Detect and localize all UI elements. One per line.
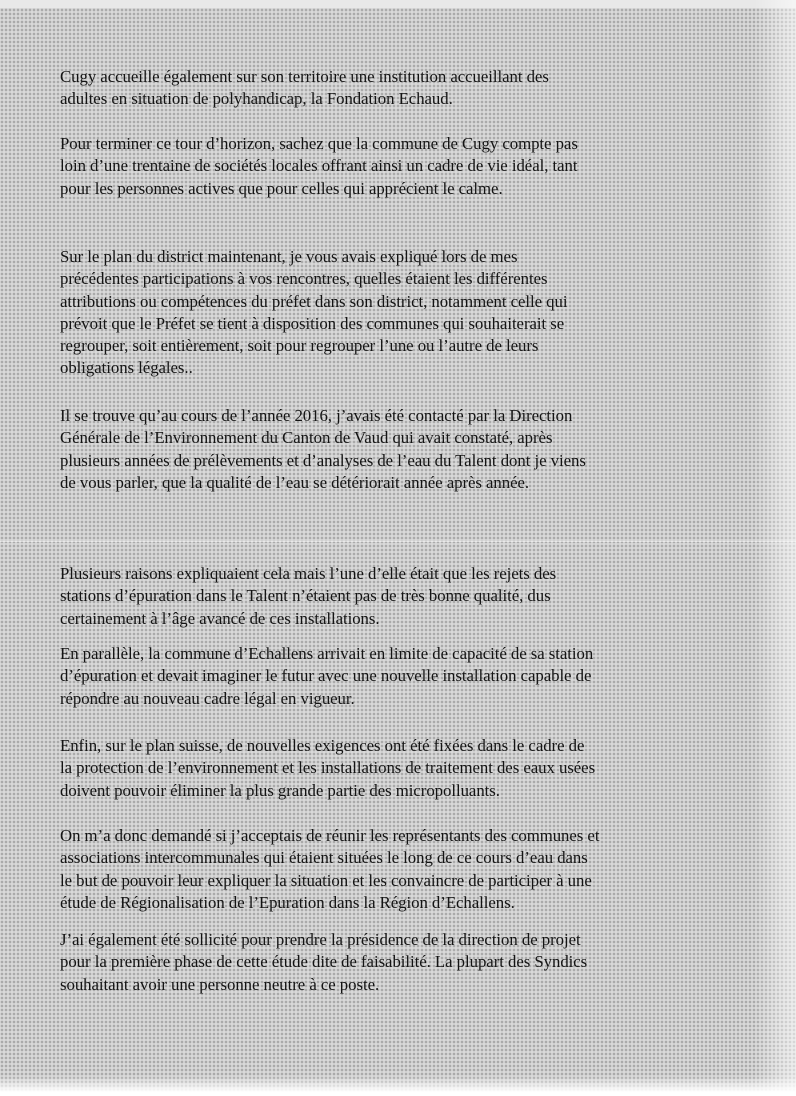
paragraph-project-presidency: J’ai également été sollicité pour prendre la présidence de la direction de projet pour la première phase de cette étude dite de faisabilité. La plupart des Syndics souhaitant avoir une personne neutre à ce poste. <box>60 930 588 994</box>
paragraph-treatment-stations: Plusieurs raisons expliquaient cela mais l’une d’elle était que les rejets des stations d’épuration dans le Talent n’étaient pas de très bonne qualité, dus certainement à l’âge avancé de ces installations. <box>60 564 557 628</box>
paragraph-water-quality-2016: Il se trouve qu’au cours de l’année 2016, j’avais été contacté par la Direction Générale de l’Environnement du Canton de Vaud qui avait constaté, après plusieurs années de prélèvements et d’analyses de l’eau du Talent dont je viens de vous parler, que la qualité de l’eau se détériorait année après année. <box>60 406 586 492</box>
scan-top-edge <box>0 0 796 8</box>
paragraph-echallens-capacity: En parallèle, la commune d’Echallens arrivait en limite de capacité de sa station d’épuration et devait imaginer le futur avec une nouvelle installation capable de répondre au nouveau cadre légal en vigueur. <box>60 644 594 708</box>
paragraph-micropollutants: Enfin, sur le plan suisse, de nouvelles exigences ont été fixées dans le cadre de la protection de l’environnement et les installations de traitement des eaux usées doivent pouvoir éliminer la plus grande partie des micropolluants. <box>60 736 596 800</box>
paragraph-regionalisation-study: On m’a donc demandé si j’acceptais de réunir les représentants des communes et associations intercommunales qui étaient situées le long de ce cours d’eau dans le but de pouvoir leur expliquer la situation et les convaincre de participer à une étude de Régionalisation de l’Epuration dans la Région d’Echallens. <box>60 826 600 912</box>
paper-fold-line <box>0 541 796 542</box>
scan-right-edge <box>754 0 796 1096</box>
paragraph-district-prefect: Sur le plan du district maintenant, je vous avais expliqué lors de mes précédentes participations à vos rencontres, quelles étaient les différentes attributions ou compétences du préfet dans son district, notamment celle qui prévoit que le Préfet se tient à disposition des communes qui souhaiterait se regrouper, soit entièrement, soit pour regrouper l’une ou l’autre de leurs obligations légales.. <box>60 247 568 378</box>
paragraph-local-societies: Pour terminer ce tour d’horizon, sachez que la commune de Cugy compte pas loin d’une trentaine de sociétés locales offrant ainsi un cadre de vie idéal, tant pour les personnes actives que pour celles qui apprécient le calme. <box>60 134 578 198</box>
paragraph-cugy-institution: Cugy accueille également sur son territoire une institution accueillant des adultes en situation de polyhandicap, la Fondation Echaud. <box>60 67 549 109</box>
scan-bottom-edge <box>0 1076 796 1096</box>
